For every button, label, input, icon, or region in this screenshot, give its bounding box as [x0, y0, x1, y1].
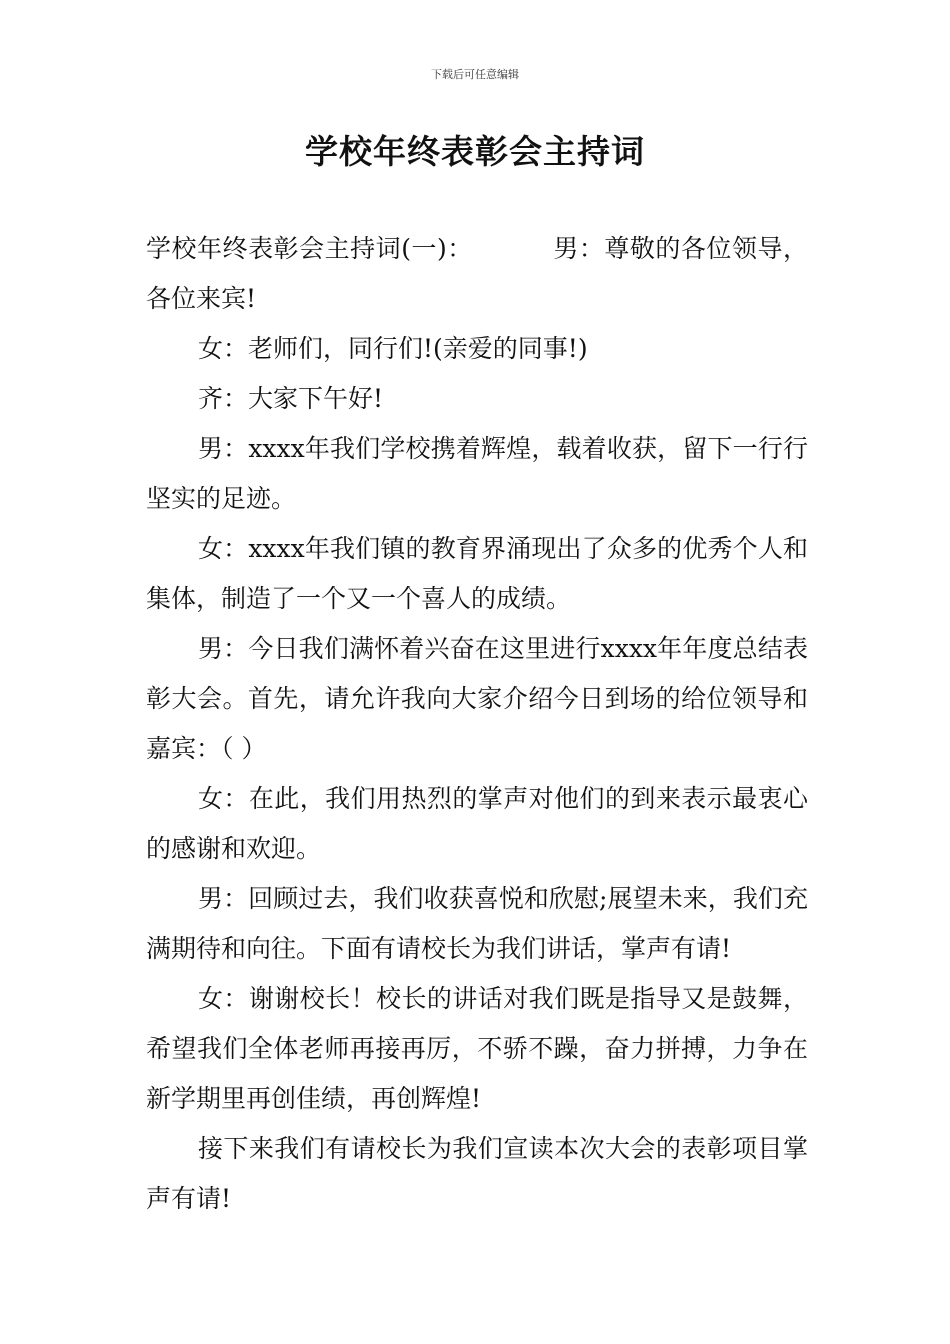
- body-paragraph: 女：在此，我们用热烈的掌声对他们的到来表示最衷心的感谢和欢迎。: [146, 784, 808, 863]
- intro-heading: 学校年终表彰会主持词(一)：: [146, 234, 473, 263]
- intro-first-line: 男：尊敬的各位领导，各位来宾!: [146, 234, 808, 313]
- header-note: 下载后可任意编辑: [431, 68, 519, 81]
- document-body: [146, 224, 808, 1224]
- body-paragraph: 女：谢谢校长！校长的讲话对我们既是指导又是鼓舞，希望我们全体老师再接再厉，不骄不躁，奋力拼搏，力争在新学期里再创佳绩，再创辉煌!: [146, 984, 808, 1113]
- body-paragraph: 男：回顾过去，我们收获喜悦和欣慰;展望未来，我们充满期待和向往。下面有请校长为我们讲话，掌声有请!: [146, 884, 808, 963]
- body-paragraph: 女：xxxx年我们镇的教育界涌现出了众多的优秀个人和集体，制造了一个又一个喜人的成绩。: [146, 534, 808, 613]
- intro-paragraph: [146, 224, 808, 324]
- body-paragraph: 齐：大家下午好!: [198, 384, 384, 413]
- body-paragraph: 男：今日我们满怀着兴奋在这里进行xxxx年年度总结表彰大会。首先，请允许我向大家介绍今日到场的给位领导和嘉宾：（ ）: [146, 634, 808, 763]
- body-paragraph: 男：xxxx年我们学校携着辉煌，载着收获，留下一行行坚实的足迹。: [146, 434, 808, 513]
- document-title: 学校年终表彰会主持词: [305, 132, 645, 171]
- body-paragraph: 接下来我们有请校长为我们宣读本次大会的表彰项目掌声有请!: [146, 1134, 808, 1213]
- body-paragraph: 女：老师们，同行们!(亲爱的同事!): [198, 334, 588, 363]
